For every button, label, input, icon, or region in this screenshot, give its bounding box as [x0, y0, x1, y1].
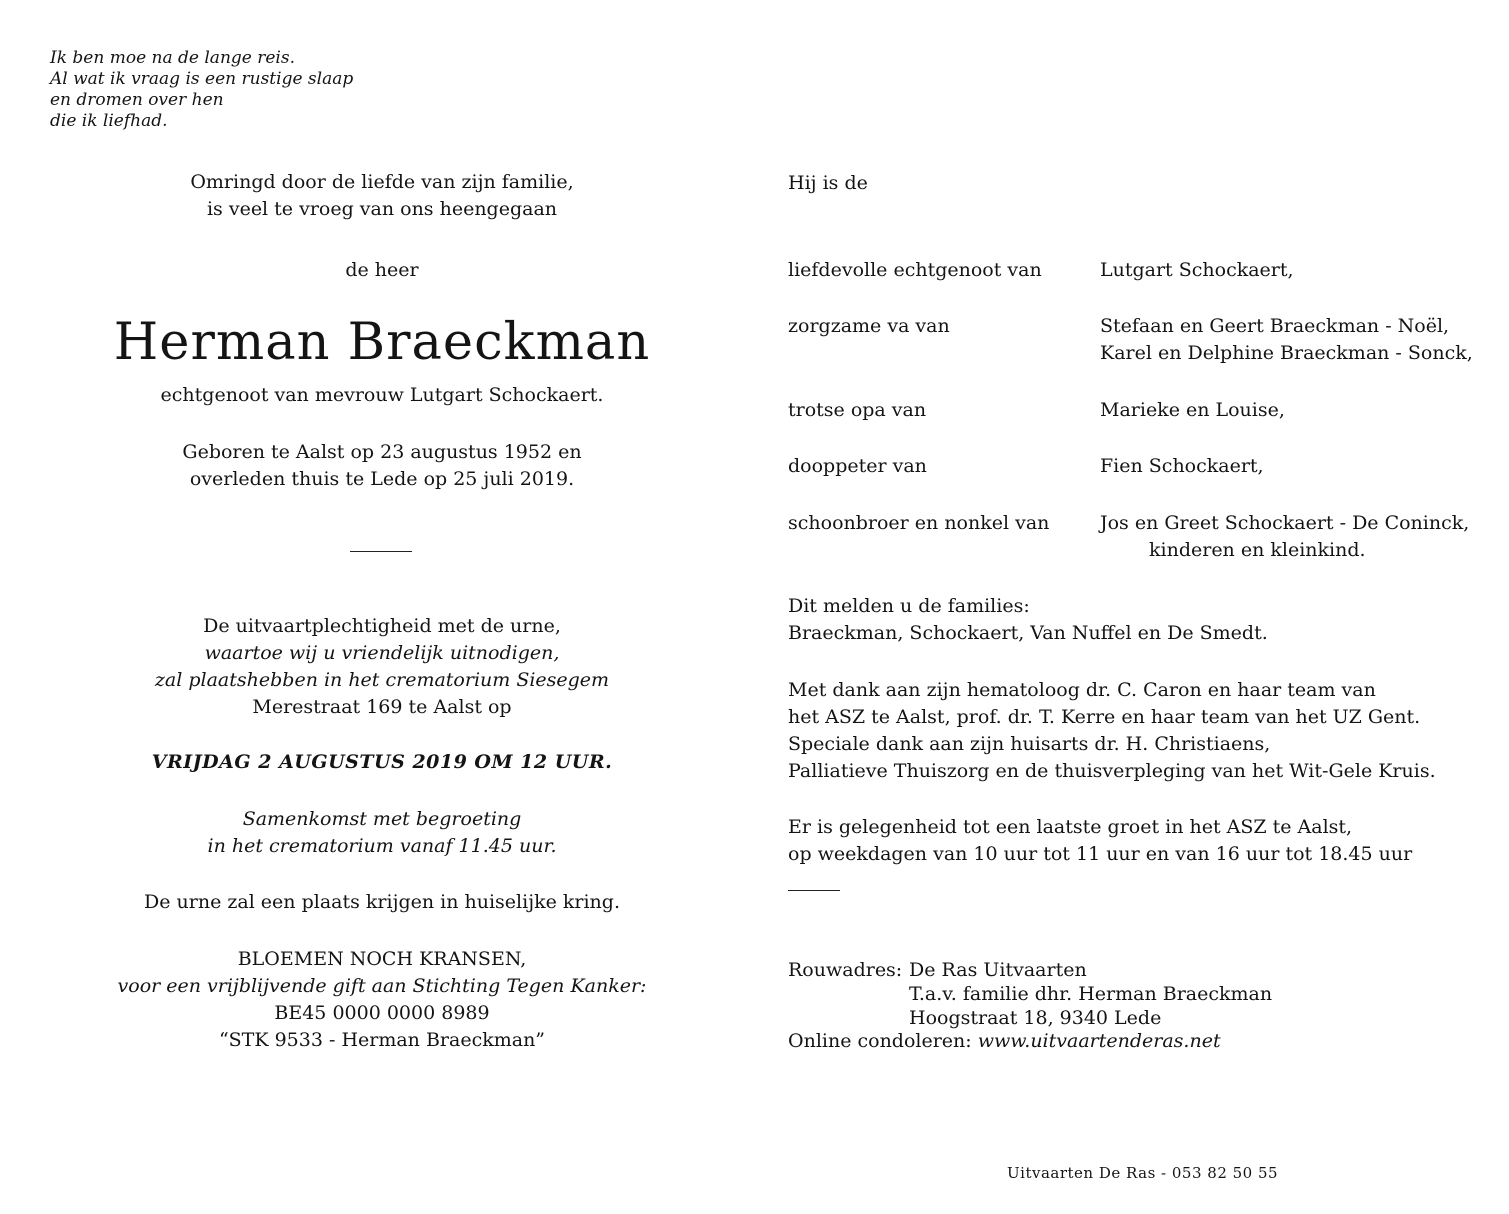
ceremony-line: zal plaatshebben in het crematorium Siesegem: [154, 669, 610, 691]
gathering-line: in het crematorium vanaf 11.45 uur.: [207, 835, 557, 857]
thanks-line: Palliatieve Thuiszorg en de thuisverpleging van het Wit-Gele Kruis.: [788, 760, 1436, 782]
intro: [52, 169, 712, 223]
birth-line: Geboren te Aalst op 23 augustus 1952 en: [182, 441, 582, 463]
gathering-line: Samenkomst met begroeting: [242, 808, 522, 830]
death-line: overleden thuis te Lede op 25 juli 2019.: [189, 468, 575, 490]
visitation-line: op weekdagen van 10 uur tot 11 uur en van 16 uur tot 18.45 uur: [788, 843, 1413, 865]
relation-role: dooppeter van: [788, 455, 927, 477]
funeral-home-footer: Uitvaarten De Ras - 053 82 50 55: [1007, 1164, 1279, 1182]
gathering: [52, 806, 712, 860]
relation-names: Jos en Greet Schockaert - De Coninck,: [1100, 512, 1470, 534]
relation-names: Lutgart Schockaert,: [1100, 259, 1294, 281]
intro-line: Omringd door de liefde van zijn familie,: [190, 171, 574, 193]
relations-heading: Hij is de: [788, 172, 868, 194]
relation-names: Marieke en Louise,: [1100, 399, 1285, 421]
families-line: Dit melden u de families:: [788, 595, 1030, 617]
birth-death: [52, 439, 712, 493]
ceremony-line: waartoe wij u vriendelijk uitnodigen,: [204, 642, 560, 664]
address-line: De Ras Uitvaarten: [909, 959, 1087, 981]
relation-names: kinderen en kleinkind.: [1149, 539, 1366, 561]
flowers-notice: [52, 946, 712, 1054]
poem-line: Al wat ik vraag is een rustige slaap: [50, 69, 354, 89]
divider: [788, 890, 840, 891]
intro-line: is veel te vroeg van ons heengegaan: [206, 198, 558, 220]
relation-names: Karel en Delphine Braeckman - Sonck,: [1100, 342, 1473, 364]
relation-names: Fien Schockaert,: [1100, 455, 1264, 477]
online-condolence: [788, 1029, 1221, 1053]
thanks-line: het ASZ te Aalst, prof. dr. T. Kerre en haar team van het UZ Gent.: [788, 706, 1421, 728]
condolence-link[interactable]: www.uitvaartenderas.net: [977, 1030, 1221, 1052]
thanks-line: Met dank aan zijn hematoloog dr. C. Caron en haar team van: [788, 679, 1376, 701]
deceased-name: Herman Braeckman: [113, 313, 651, 372]
relation-role: liefdevolle echtgenoot van: [788, 259, 1042, 281]
online-label: Online condoleren:: [788, 1030, 972, 1052]
bank-reference: “STK 9533 - Herman Braeckman”: [218, 1029, 546, 1051]
visitation-line: Er is gelegenheid tot een laatste groet in het ASZ te Aalst,: [788, 816, 1353, 838]
ceremony-line: Merestraat 169 te Aalst op: [252, 696, 512, 718]
bank-account: BE45 0000 0000 8989: [274, 1002, 490, 1024]
poem-line: Ik ben moe na de lange reis.: [50, 48, 295, 68]
relation-role: zorgzame va van: [788, 315, 950, 337]
poem-line: die ik liefhad.: [50, 111, 168, 131]
flowers-line: BLOEMEN NOCH KRANSEN,: [237, 948, 527, 970]
spouse-line: echtgenoot van mevrouw Lutgart Schockaert.: [160, 384, 604, 406]
ceremony-date: VRIJDAG 2 AUGUSTUS 2019 OM 12 UUR.: [151, 751, 613, 773]
salutation: de heer: [345, 259, 419, 281]
address-line: Hoogstraat 18, 9340 Lede: [909, 1007, 1162, 1029]
relation-role: trotse opa van: [788, 399, 927, 421]
relation-names: Stefaan en Geert Braeckman - Noël,: [1100, 315, 1450, 337]
address-label: Rouwadres:: [788, 959, 903, 981]
address-line: T.a.v. familie dhr. Herman Braeckman: [909, 983, 1273, 1005]
urn-line: De urne zal een plaats krijgen in huiselijke kring.: [144, 891, 620, 913]
thanks-line: Speciale dank aan zijn huisarts dr. H. Christiaens,: [788, 733, 1271, 755]
ceremony-text: [52, 613, 712, 721]
divider: [350, 551, 412, 552]
poem-line: en dromen over hen: [50, 90, 224, 110]
ceremony-line: De uitvaartplechtigheid met de urne,: [203, 615, 561, 637]
families-names: Braeckman, Schockaert, Van Nuffel en De Smedt.: [788, 622, 1268, 644]
poem: [50, 48, 353, 132]
relation-role: schoonbroer en nonkel van: [788, 512, 1050, 534]
flowers-line: voor een vrijblijvende gift aan Stichting Tegen Kanker:: [117, 975, 647, 997]
